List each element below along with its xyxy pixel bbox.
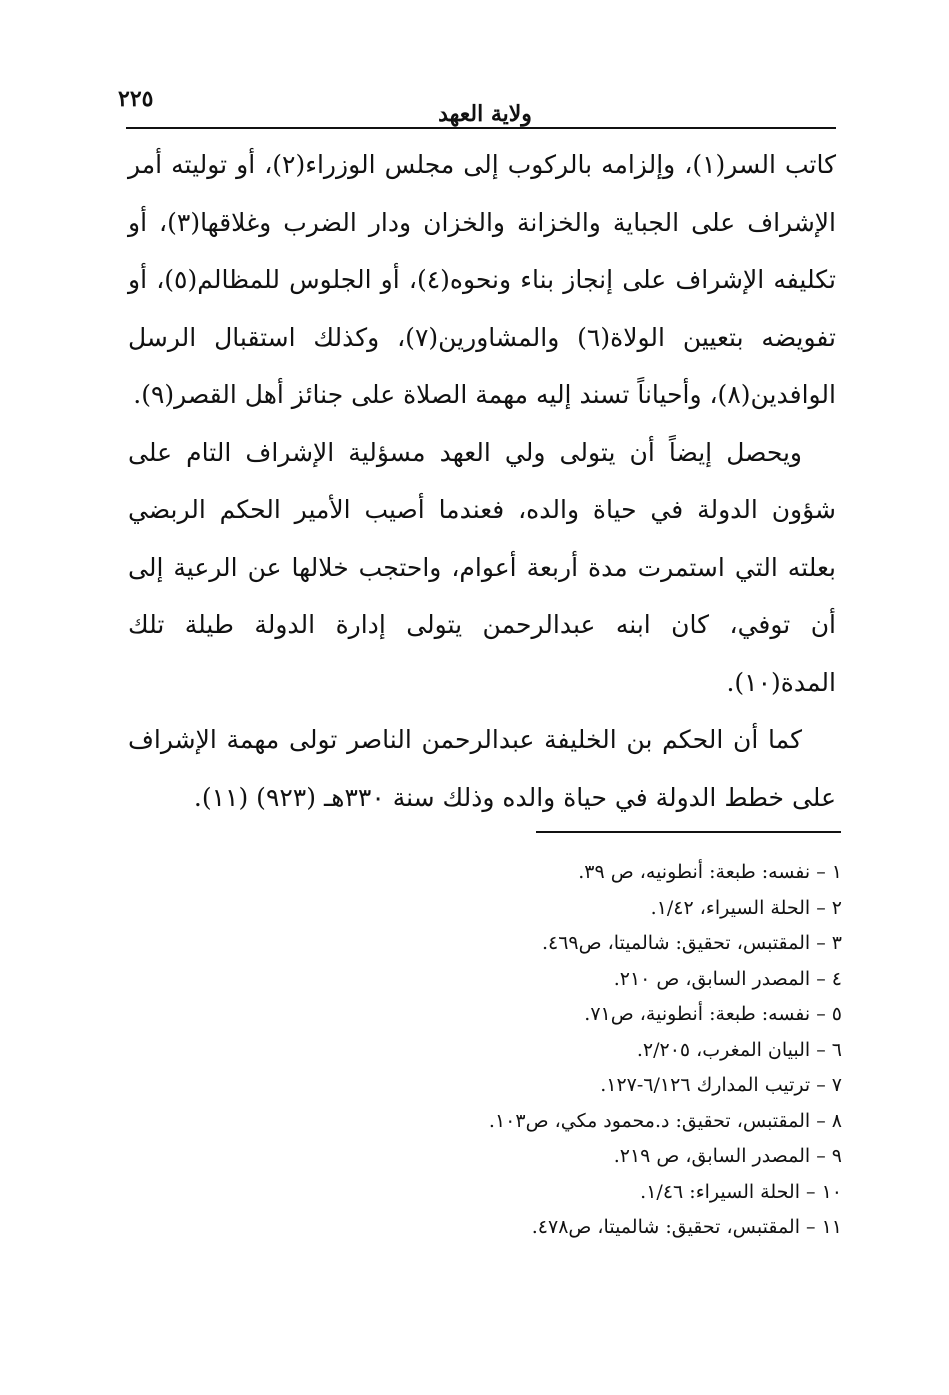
running-title: ولاية العهد	[438, 101, 532, 127]
body-paragraph: كاتب السر(١)، وإلزامه بالركوب إلى مجلس الوزراء(٢)، أو توليته أمر الإشراف على الجباية والخزانة والخزان ودار الضرب وغلاقها(٣)، أو تكليفه الإشراف على إنجاز بناء ونحوه(٤)، أو الجلوس للمظالم(٥)، أو تفويضه بتعيين الولاة(٦) والمشاورين(٧)، وكذلك استقبال الرسل الوافدين(٨)، وأحياناً تسند إليه مهمة الصلاة على جنائز أهل القصر(٩).	[128, 150, 836, 409]
footnote: ١١ – المقتبس، تحقيق: شالميتا، ص٤٧٨.	[531, 1216, 842, 1238]
footnote: ٧ – ترتيب المدارك ٦/١٢٦-١٢٧.	[600, 1074, 842, 1096]
footnote: ٣ – المقتبس، تحقيق: شالميتا، ص٤٦٩.	[541, 932, 842, 954]
body-text	[128, 136, 836, 826]
footnote-separator	[536, 831, 841, 833]
footnote: ٦ – البيان المغرب، ٢/٢٠٥.	[636, 1038, 842, 1061]
footnote: ٥ – نفسه: طبعة: أنطونية، ص٧١.	[584, 1003, 842, 1025]
footnote: ١ – نفسه: طبعة: أنطونيه، ص ٣٩.	[578, 861, 842, 883]
body-paragraph: ويحصل إيضاً أن يتولى ولي العهد مسؤلية الإشراف التام على شؤون الدولة في حياة والده، فعندما أصيب الأمير الحكم الربضي بعلته التي استمرت مدة أربعة أعوام، واحتجب خلالها عن الرعية إلى أن توفي، كان ابنه عبدالرحمن يتولى إدارة الدولة طيلة تلك المدة(١٠).	[128, 437, 836, 697]
header-rule	[126, 127, 836, 129]
body-paragraph: كما أن الحكم بن الخليفة عبدالرحمن الناصر تولى مهمة الإشراف على خطط الدولة في حياة والده وذلك سنة ٣٣٠هـ (٩٢٣) (١١).	[128, 725, 836, 812]
footnote: ١٠ – الحلة السيراء: ١/٤٦.	[640, 1180, 842, 1203]
footnote: ٢ – الحلة السيراء، ١/٤٢.	[650, 896, 842, 919]
footnote: ٤ – المصدر السابق، ص ٢١٠.	[613, 967, 842, 990]
footnote: ٩ – المصدر السابق، ص ٢١٩.	[613, 1145, 842, 1167]
footnote: ٨ – المقتبس، تحقيق: د.محمود مكي، ص١٠٣.	[488, 1109, 842, 1132]
page-number: ٢٢٥	[118, 86, 154, 112]
footnotes	[360, 855, 842, 1246]
